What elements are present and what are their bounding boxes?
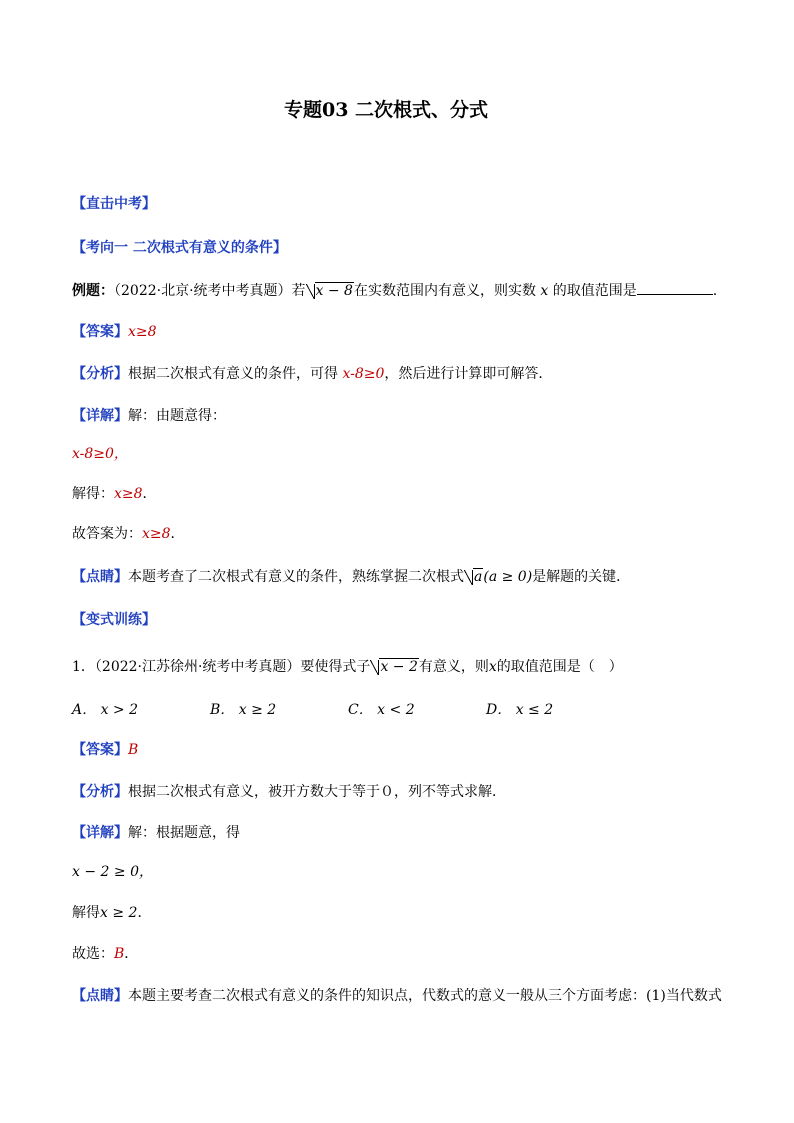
- option-d: D． x ≤ 2: [486, 702, 554, 718]
- q1-comment: 【点睛】本题主要考查二次根式有意义的条件的知识点，代数式的意义一般从三个方面考虑：(1)当代数式: [72, 988, 722, 1004]
- sqrt-expression: x − 8: [306, 281, 354, 301]
- sqrt-expression: a: [464, 567, 483, 587]
- example-question: 例题：（2022·北京·统考中考真题）若 x − 8在实数范围内有意义，则实数 x 的取值范围是 .: [72, 280, 717, 301]
- topic-heading: 【考向一 二次根式有意义的条件】: [72, 240, 287, 256]
- sqrt-expression: x − 2: [370, 657, 418, 677]
- example-source: （2022·北京·统考中考真题）若: [114, 283, 306, 299]
- option-a: A． x > 2: [72, 702, 139, 718]
- example-detail: 【详解】解：由题意得：: [72, 408, 226, 424]
- q1-step: 故选：B．: [72, 946, 139, 962]
- option-b: B． x ≥ 2: [210, 702, 277, 718]
- answer-value: x≥8: [128, 324, 157, 340]
- option-c: C． x < 2: [348, 702, 415, 718]
- q1-step: 解得x ≥ 2．: [72, 905, 152, 921]
- example-comment: 【点睛】本题考查了二次根式有意义的条件，熟练掌握二次根式 a(a ≥ 0)是解题的关键．: [72, 569, 631, 585]
- example-analysis: 【分析】根据二次根式有意义的条件，可得 x-8≥0，然后进行计算即可解答．: [72, 366, 553, 382]
- page-title: 专题03 二次根式、分式: [284, 99, 489, 121]
- example-label: 例题：: [72, 283, 114, 299]
- q1-analysis: 【分析】根据二次根式有意义，被开方数大于等于０，列不等式求解．: [72, 784, 506, 800]
- q1-step: x − 2 ≥ 0，: [72, 864, 153, 880]
- options-row: [72, 700, 592, 720]
- answer-blank: [637, 280, 713, 295]
- section-heading: 【变式训练】: [72, 612, 156, 628]
- example-step: 故答案为：x≥8．: [72, 526, 185, 542]
- q1-answer: 【答案】B: [72, 742, 139, 758]
- question-1: 1．（2022·江苏徐州·统考中考真题）要使得式子 x − 2有意义，则x的取值范围是（ ）: [72, 659, 623, 675]
- section-heading: 【直击中考】: [72, 196, 156, 212]
- example-step: x-8≥0，: [72, 446, 128, 462]
- q1-detail: 【详解】解：根据题意，得: [72, 825, 240, 841]
- example-answer: 【答案】x≥8: [72, 324, 157, 340]
- answer-value: B: [128, 742, 139, 758]
- example-step: 解得：x≥8．: [72, 486, 157, 502]
